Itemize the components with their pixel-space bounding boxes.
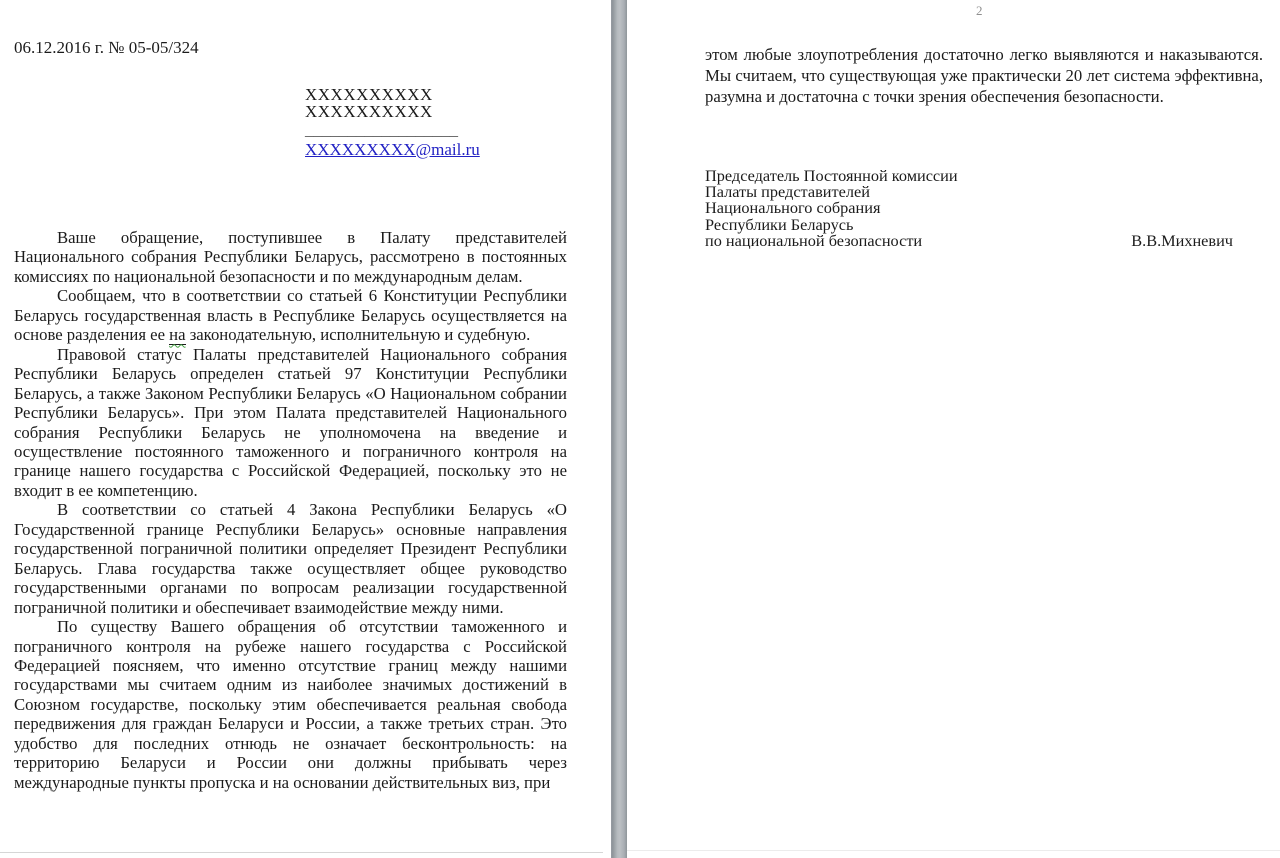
- recipient-redacted-line-2: ХХХХХХХХХХ: [305, 102, 433, 121]
- paragraph-2: [14, 286, 567, 344]
- paragraph-3: Правовой статус Палаты представителей Национального собрания Республики Беларусь определен статьей 97 Конституции Республики Беларусь, а также Законом Республики Беларусь «О Национальном собрании Республики Беларусь». При этом Палата представителей Национального собрания Республики Беларусь не уполномочена на введение и осуществление постоянного таможенного и пограничного контроля на границе нашего государства с Российской Федерацией, поскольку это не входит в ее компетенцию.: [14, 344, 567, 500]
- reference-number-line: 06.12.2016 г. № 05-05/324: [14, 38, 199, 57]
- signature-line-5: по национальной безопасности: [705, 230, 923, 250]
- paragraph-1: Ваше обращение, поступившее в Палату представителей Национального собрания Республики Беларусь, рассмотрено в постоянных комиссиях по национальной безопасности и по международным делам.: [14, 228, 567, 286]
- signature-line-2: Палаты представителей: [705, 182, 870, 202]
- recipient-redacted-line-1: ХХХХХХХХХХ: [305, 85, 433, 104]
- continuation-paragraph: этом любые злоупотребления достаточно легко выявляются и наказываются. Мы считаем, что существующая уже практически 20 лет система эффективна, разумна и достаточна с точки зрения обеспечения безопасности.: [705, 45, 1263, 106]
- page-1: [0, 0, 611, 858]
- paragraph-4: В соответствии со статьей 4 Закона Республики Беларусь «О Государственной границе Республики Беларусь» основные направления государственной пограничной политики определяет Президент Республики Беларусь. Глава государства также осуществляет общее руководство государственными органами по вопросам реализации государственной пограничной политики и обеспечивает взаимодействие между ними.: [14, 500, 567, 617]
- separator-line: __________________: [305, 120, 458, 139]
- signature-line-4: Республики Беларусь: [705, 214, 854, 234]
- signature-block: [705, 168, 1233, 249]
- paragraph-2-text-before: Сообщаем, что в соответствии со статьей 6 Конституции Республики Беларусь государственная власть в Республике Беларусь осуществляется на основе разделения ее: [14, 286, 567, 345]
- paragraph-5: По существу Вашего обращения об отсутствии таможенного и пограничного контроля на рубеже нашего государства с Российской Федерацией поясняем, что именно отсутствие границ между нашими государствами мы считаем одним из наиболее значимых достижений в Союзном государстве, поскольку этим обеспечивается реальная свобода передвижения для граждан Беларуси и России, а также третьих стран. Это удобство для последних отнюдь не означает бесконтрольность: на территорию Беларуси и России они должны прибывать через международные пункты пропуска и на основании действительных виз, при: [14, 617, 567, 792]
- page-2-bottom-edge: [627, 850, 1280, 851]
- letter-body-continuation: [705, 44, 1263, 107]
- pages-divider: [611, 0, 627, 858]
- recipient-block: [305, 86, 480, 160]
- signature-line-1: Председатель Постоянной комиссии: [705, 166, 958, 185]
- signer-name: В.В.Михневич: [1131, 230, 1233, 250]
- signature-line-3: Национального собрания: [705, 198, 881, 218]
- email-link[interactable]: ХХХХХХХХХ@mail.ru: [305, 140, 480, 159]
- page-number: 2: [976, 3, 983, 18]
- page-1-bottom-edge: [0, 852, 603, 853]
- paragraph-2-text-after: законодательную, исполнительную и судебную.: [185, 325, 531, 345]
- letter-body: [14, 228, 567, 792]
- underlined-word: на: [169, 325, 186, 345]
- page-2: [627, 0, 1280, 858]
- signature-last-row: [705, 230, 1233, 250]
